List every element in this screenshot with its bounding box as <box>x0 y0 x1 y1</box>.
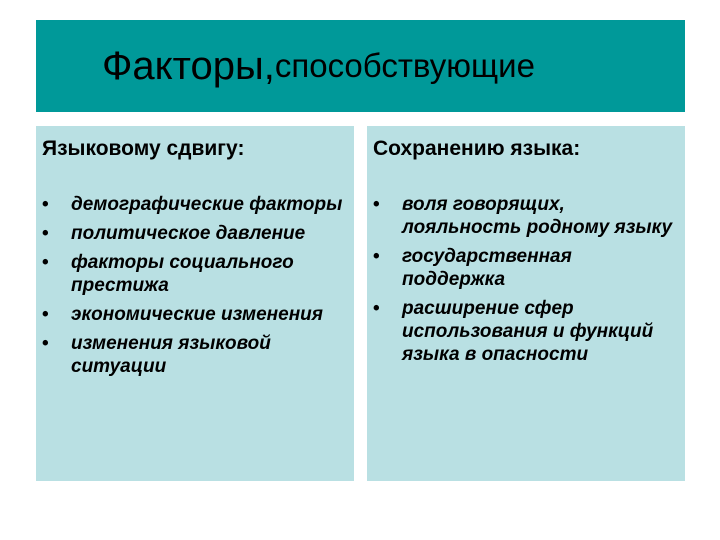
language-shift-panel <box>36 126 354 481</box>
list-item-text: изменения языковой ситуации <box>71 333 271 377</box>
slide-title: Факторы, <box>102 43 275 88</box>
bullet-icon: • <box>42 194 49 215</box>
list-item-text: факторы социального престижа <box>71 252 294 296</box>
list-item <box>373 245 677 291</box>
language-shift-list <box>42 193 346 378</box>
list-item-text: расширение сфер использования и функций языка в опасности <box>402 298 654 365</box>
list-item <box>42 303 346 326</box>
bullet-icon: • <box>42 252 49 273</box>
bullet-icon: • <box>42 223 49 244</box>
list-item <box>373 297 677 366</box>
bullet-icon: • <box>42 333 49 354</box>
bullet-icon: • <box>373 298 380 319</box>
list-item <box>42 251 346 297</box>
list-item-text: экономические изменения <box>71 304 323 325</box>
list-item-text: государственная поддержка <box>402 246 572 290</box>
list-item <box>42 332 346 378</box>
list-item <box>373 193 677 239</box>
list-item <box>42 222 346 245</box>
language-maintenance-heading: Сохранению языка: <box>373 137 581 160</box>
list-item-text: воля говорящих, лояльность родному языку <box>402 194 673 238</box>
list-item-text: политическое давление <box>71 223 306 244</box>
bullet-icon: • <box>373 246 380 267</box>
title-bar <box>36 20 685 112</box>
list-item <box>42 193 346 216</box>
slide-title-subtitle: способствующие <box>274 47 535 84</box>
bullet-icon: • <box>373 194 380 215</box>
language-shift-heading: Языковому сдвигу: <box>42 137 245 160</box>
bullet-icon: • <box>42 304 49 325</box>
language-maintenance-list <box>373 193 677 366</box>
language-maintenance-panel <box>367 126 685 481</box>
list-item-text: демографические факторы <box>71 194 343 215</box>
